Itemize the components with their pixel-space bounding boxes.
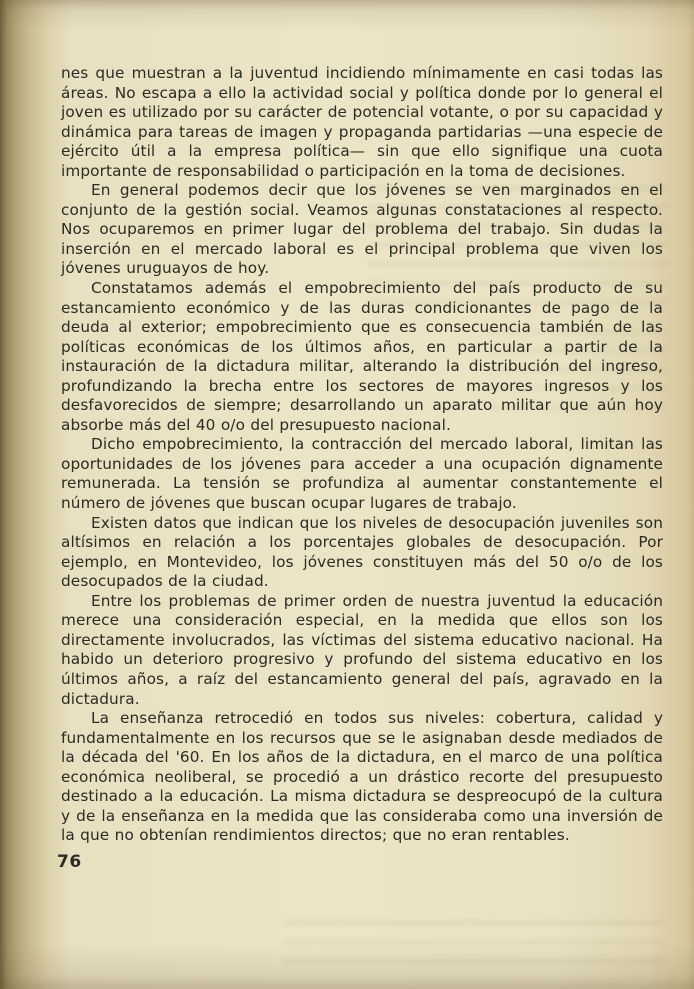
paragraph: La enseñanza retrocedió en todos sus niveles: cobertura, calidad y fundamentalmente en los recursos que se le asignaban desde mediados de la década del '60. En los años de la dictadura, en el marco de una política económica neoliberal, se procedió a un drástico recorte del presupuesto destinado a la educación. La misma dictadura se despreocupó de la cultura y de la enseñanza en la medida que las consideraba como una inversión de la que no obtenían rendimientos directos; que no eran rentables. xyxy=(61,709,663,845)
paragraph: Existen datos que indican que los niveles de desocupación juveniles son altísimos en relación a los porcentajes globales de desocupación. Por ejemplo, en Montevideo, los jóvenes constituyen más del 50 o/o de los desocupados de la ciudad. xyxy=(61,513,663,591)
paragraph: Entre los problemas de primer orden de nuestra juventud la educación merece una consideración especial, en la medida que ellos son los directamente involucrados, las víctimas del sistema educativo nacional. Ha habido un deterioro progresivo y profundo del sistema educativo en los últimos años, a raíz del estancamiento general del país, agravado en la dictadura. xyxy=(61,591,663,708)
page-text xyxy=(57,64,663,872)
paragraph: Constatamos además el empobrecimiento del país producto de su estancamiento económico y de las duras condicionantes de pago de la deuda al exterior; empobrecimiento que es consecuencia también de las políticas económicas de los últimos años, en particular a partir de la instauración de la dictadura militar, alterando la distribución del ingreso, profundizando la brecha entre los sectores de mayores ingresos y los desfavorecidos de siempre; desarrollando un aparato militar que aún hoy absorbe más del 40 o/o del presupuesto nacional. xyxy=(61,279,663,434)
page-number: 76 xyxy=(57,851,82,872)
paragraph: nes que muestran a la juventud incidiendo mínimamente en casi todas las áreas. No escapa a ello la actividad social y política donde por lo general el joven es utilizado por su carácter de potencial votante, o por su capacidad y dinámica para tareas de imagen y propaganda partidarias —una especie de ejército útil a la empresa política— sin que ello signifique una cuota importante de responsabilidad o participación en la toma de decisiones. xyxy=(61,64,663,180)
paragraph: En general podemos decir que los jóvenes se ven marginados en el conjunto de la gestión social. Veamos algunas constataciones al respecto. Nos ocuparemos en primer lugar del problema del trabajo. Sin dudas la inserción en el mercado laboral es el principal problema que viven los jóvenes uruguayos de hoy. xyxy=(61,181,663,278)
ink-bleedthrough xyxy=(284,921,664,967)
paragraph: Dicho empobrecimiento, la contracción del mercado laboral, limitan las oportunidades de los jóvenes para acceder a una ocupación dignamente remunerada. La tensión se profundiza al aumentar constantemente el número de jóvenes que buscan ocupar lugares de trabajo. xyxy=(61,435,663,513)
